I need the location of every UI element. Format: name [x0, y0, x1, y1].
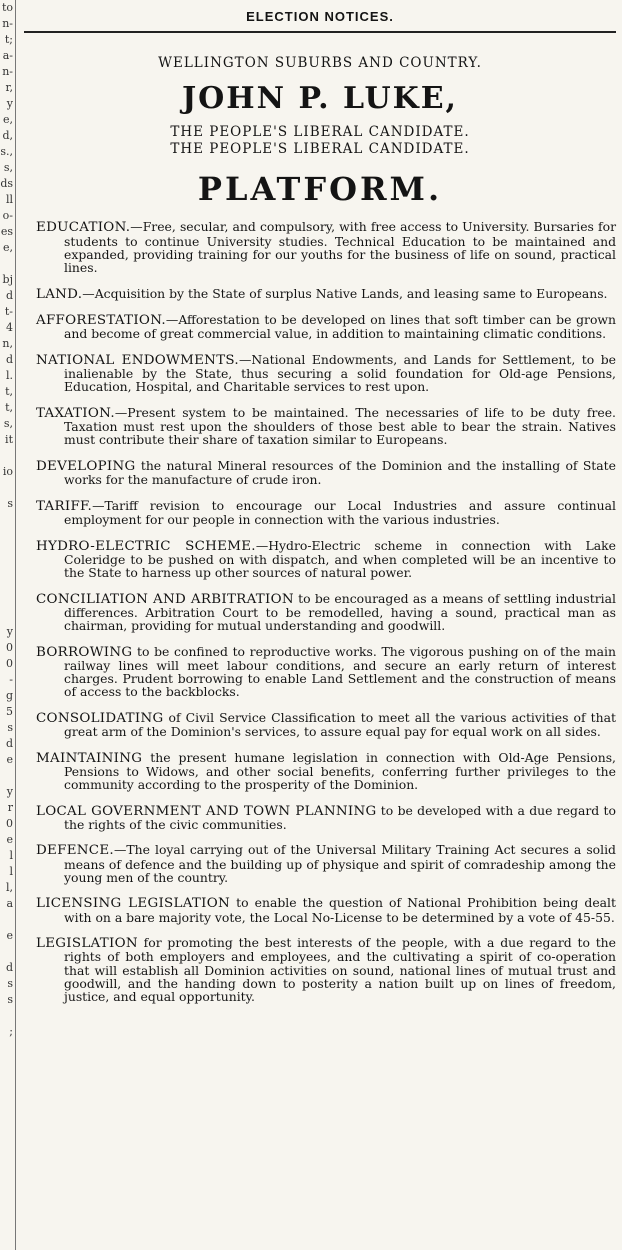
gutter-fragment: g	[5, 689, 13, 702]
plank-text: the present humane legislation in connection with Old-Age Pensions, Pensions to Widows, and other social benefits, conferring further privileges to the community according to the prosperity of the Dominion.	[64, 749, 616, 792]
platform-planks	[24, 220, 616, 1003]
gutter-fragment: ds	[0, 177, 13, 190]
plank-keyword: HYDRO-ELECTRIC SCHEME.	[36, 538, 256, 554]
gutter-fragment: ll	[5, 193, 13, 206]
plank-text: —Acquisition by the State of surplus Native Lands, and leasing same to Europeans.	[82, 285, 608, 301]
plank-keyword: LAND.	[36, 286, 83, 302]
gutter-fragment: e,	[2, 113, 13, 126]
plank-text: for promoting the best interests of the people, with a due regard to the rights of both employers and employees, and the cultivating a spirit of co-operation that will establish all Dominion activities on sound, national lines of mutual trust and goodwill, and the handing down to posterity a nation built up on lines of freedom, justice, and equal opportunity.	[64, 935, 616, 1004]
gutter-fragment: d,	[2, 129, 13, 142]
gutter-fragment: io	[2, 465, 13, 478]
gutter-fragment	[0, 512, 13, 528]
gutter-fragment: to	[1, 1, 13, 14]
plank-keyword: CONCILIATION AND ARBITRATION	[36, 591, 294, 607]
plank-keyword: AFFORESTATION.	[36, 313, 166, 329]
gutter-fragment: es	[0, 225, 13, 238]
plank	[24, 896, 616, 923]
gutter-fragment: s,	[3, 161, 13, 174]
plank-text: —National Endowments, and Lands for Settlement, to be inalienable by the State, thus securing a solid foundation for Old-age Pensions, Education, Hospital, and Charitable services to rest upon.	[64, 351, 616, 395]
gutter-fragment: l	[9, 865, 13, 878]
gutter-fragment	[0, 608, 13, 624]
gutter-fragment: s	[7, 497, 13, 510]
gutter-fragment: n-	[2, 65, 13, 78]
gutter-fragment: 0	[6, 641, 13, 654]
gutter-fragment: e,	[2, 241, 13, 254]
tagline: THE PEOPLE'S LIBERAL CANDIDATE.	[170, 141, 470, 157]
plank	[24, 592, 616, 633]
gutter-fragment: ;	[9, 1025, 13, 1038]
gutter-fragment: s,	[3, 417, 13, 430]
gutter-fragment: bj	[2, 273, 13, 286]
gutter-fragment: a-	[2, 49, 13, 62]
plank-keyword: LICENSING LEGISLATION	[36, 896, 231, 912]
plank-text: to be confined to reproductive works. The vigorous pushing on of the main railway lines will meet labour conditions, and secure an early return of interest charges. Prudent borrowing to enable Land Settlement and the construction of means of access to the backblocks.	[64, 643, 616, 700]
gutter-fragment	[0, 256, 13, 272]
gutter-fragment: e	[6, 833, 13, 846]
gutter-fragment	[0, 944, 13, 960]
plank-keyword: TARIFF.	[36, 498, 93, 514]
gutter-fragment	[0, 448, 13, 464]
gutter-fragment	[0, 592, 13, 608]
gutter-fragment: r	[7, 801, 13, 814]
gutter-fragment	[0, 560, 13, 576]
gutter-fragment: e	[6, 753, 13, 766]
plank-text: —Afforestation to be developed on lines that soft timber can be grown and become of great commercial value, in addition to maintaining climatic conditions.	[64, 312, 616, 342]
newspaper-column	[24, 0, 616, 1250]
plank-text: —Free, secular, and compulsory, with free access to University. Bursaries for students to continue University studies. Technical Education to be maintained and expanded, providing training for our youths for the business of life on sound, practical lines.	[64, 219, 616, 275]
gutter-fragment: o-	[2, 209, 13, 222]
plank-text: to be encouraged as a means of settling industrial differences. Arbitration Court to be remodelled, having a sound, practical man as chairman, providing for mutual understanding and goodwill.	[64, 590, 616, 633]
plank	[24, 353, 616, 394]
plank-keyword: NATIONAL ENDOWMENTS.	[36, 352, 239, 368]
gutter-fragment: s	[7, 993, 13, 1006]
gutter-fragment	[0, 528, 13, 544]
gutter-fragment	[0, 768, 13, 784]
gutter-fragment: a	[6, 897, 13, 910]
gutter-fragment: -	[9, 673, 13, 686]
gutter-fragment: s.,	[0, 145, 13, 158]
gutter-fragment: y	[6, 785, 13, 798]
tagline: THE PEOPLE'S LIBERAL CANDIDATE.	[170, 124, 470, 140]
plank	[24, 499, 616, 526]
plank-text: —Tariff revision to encourage our Local Industries and assure continual employment for our people in connection with the various industries.	[64, 497, 616, 527]
plank	[24, 220, 616, 274]
gutter-fragment	[0, 544, 13, 560]
gutter-fragment: 4	[6, 321, 13, 334]
plank-text: of Civil Service Classification to meet all the various activities of that great arm of the Dominion's services, to assure equal pay for equal work on all sides.	[64, 709, 616, 739]
gutter-fragment: t;	[4, 33, 13, 46]
gutter-fragment: 0	[6, 817, 13, 830]
plank	[24, 313, 616, 340]
gutter-fragment	[0, 480, 13, 496]
plank-keyword: CONSOLIDATING	[36, 710, 164, 726]
plank-text: —The loyal carrying out of the Universal Military Training Act secures a solid means of defence and the building up of physique and spirit of comradeship among the young men of the country.	[64, 842, 616, 885]
plank	[24, 406, 616, 447]
plank-keyword: LOCAL GOVERNMENT AND TOWN PLANNING	[36, 803, 377, 819]
plank-text: to be developed with a due regard to the rights of the civic communities.	[64, 802, 616, 832]
plank-text: the natural Mineral resources of the Dominion and the installing of State works for the manufacture of crude iron.	[64, 457, 616, 488]
gutter-fragment: d	[5, 289, 13, 302]
gutter-fragment: l.	[5, 369, 13, 382]
gutter-fragment: t,	[5, 385, 13, 398]
gutter-fragment	[0, 1008, 13, 1024]
gutter-fragment: y	[6, 625, 13, 638]
gutter-fragment: t-	[4, 305, 13, 318]
platform-heading: PLATFORM.	[197, 170, 443, 208]
gutter-fragment	[0, 576, 13, 592]
gutter-fragment: t,	[5, 401, 13, 414]
electorate-name: WELLINGTON SUBURBS AND COUNTRY.	[158, 55, 482, 71]
gutter-fragment: l,	[5, 881, 13, 894]
plank-keyword: BORROWING	[36, 644, 133, 660]
plank-keyword: EDUCATION.	[36, 220, 131, 236]
plank	[24, 843, 616, 884]
plank-text: —Present system to be maintained. The necessaries of life to be duty free. Taxation must rest upon the shoulders of those best able to bear the strain. Natives must contribute their share of taxation similar to Europeans.	[64, 404, 616, 448]
gutter-fragment: r,	[5, 81, 13, 94]
plank	[24, 459, 616, 486]
plank-text: to enable the question of National Prohibition being dealt with on a bare majority vote, the Local No-License to be determined by a vote of 45-55.	[64, 895, 616, 925]
candidate-name: JOHN P. LUKE,	[181, 81, 459, 116]
plank	[24, 936, 616, 1003]
gutter-fragment: it	[5, 433, 13, 446]
adjacent-column-fragments	[0, 0, 16, 1250]
gutter-fragment	[0, 912, 13, 928]
section-header: ELECTION NOTICES.	[24, 0, 616, 33]
gutter-fragment: n,	[2, 337, 13, 350]
plank	[24, 539, 616, 580]
plank-keyword: LEGISLATION	[36, 936, 138, 952]
gutter-fragment: 5	[6, 705, 13, 718]
plank-keyword: TAXATION.	[36, 405, 115, 421]
gutter-fragment: d	[5, 353, 13, 366]
gutter-fragment: d	[5, 961, 13, 974]
gutter-fragment: d	[5, 737, 13, 750]
plank-keyword: DEVELOPING	[36, 458, 136, 474]
gutter-fragment: s	[7, 977, 13, 990]
gutter-fragment: l	[9, 849, 13, 862]
plank	[24, 751, 616, 792]
gutter-fragment: 0	[6, 657, 13, 670]
plank-keyword: MAINTAINING	[36, 750, 143, 766]
gutter-fragment: n-	[2, 17, 13, 30]
plank	[24, 287, 616, 301]
gutter-fragment: y	[6, 97, 13, 110]
plank-text: —Hydro-Electric scheme in connection with Lake Coleridge to be pushed on with dispatch, and when completed will be an incentive to the State to harness up other sources of natural power.	[64, 537, 616, 580]
plank	[24, 645, 616, 699]
taglines	[24, 124, 616, 158]
plank	[24, 804, 616, 831]
gutter-fragment: s	[7, 721, 13, 734]
gutter-fragment: e	[6, 929, 13, 942]
plank-keyword: DEFENCE.	[36, 843, 114, 859]
plank	[24, 711, 616, 738]
